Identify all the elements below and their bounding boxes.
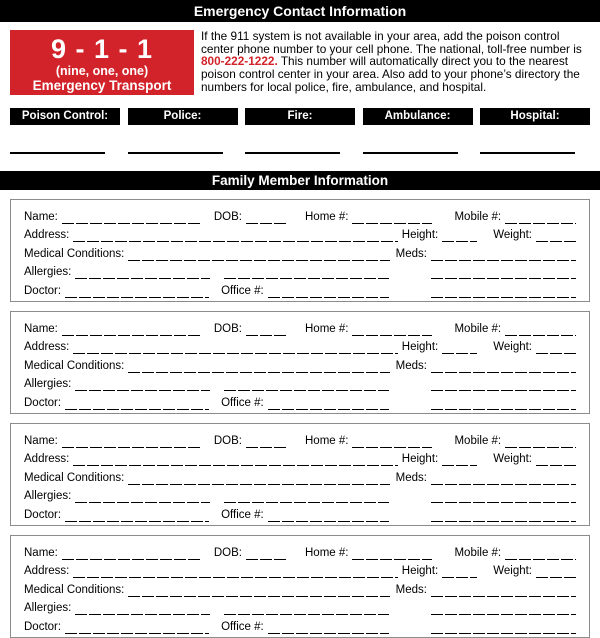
allergies-fill-line-2 <box>224 603 389 615</box>
allergies-fill-line-2 <box>224 267 389 279</box>
weight-fill-line <box>536 454 576 466</box>
contact-label-ambulance: Ambulance: <box>363 108 473 125</box>
mobile-phone-label: Mobile #: <box>454 434 502 447</box>
name-label: Name: <box>24 210 58 223</box>
name-label: Name: <box>24 434 58 447</box>
address-label: Address: <box>24 565 70 578</box>
meds-label: Meds: <box>395 247 427 260</box>
office-phone-fill-line <box>268 510 389 522</box>
allergies-fill-line <box>75 267 210 279</box>
meds-fill-line-3 <box>431 622 576 634</box>
dob-fill-line <box>246 436 286 448</box>
member-row-doctor <box>24 391 576 410</box>
name-label: Name: <box>24 322 58 335</box>
meds-label: Meds: <box>395 583 427 596</box>
dob-fill-line <box>246 212 286 224</box>
allergies-label: Allergies: <box>24 378 72 391</box>
contact-cell-fire <box>245 108 355 154</box>
meds-fill-line-2 <box>431 603 576 615</box>
instructions-text-before: If the 911 system is not available in your area, add the poison control center phone number to your cell phone. The national, toll-free number is <box>201 29 582 56</box>
height-label: Height: <box>401 565 439 578</box>
contact-cell-ambulance <box>363 108 473 154</box>
address-fill-line <box>73 342 397 354</box>
office-phone-fill-line <box>268 286 389 298</box>
instructions-text-after: This number will automatically direct you to the nearest poison control center in your area. Also add to your phone’s directory the numbers for local police, fire, ambulance, and hospital. <box>201 54 580 94</box>
weight-label: Weight: <box>493 453 532 466</box>
medical-conditions-fill-line <box>128 585 389 597</box>
doctor-label: Doctor: <box>24 508 62 521</box>
member-row-medical <box>24 466 576 485</box>
office-phone-label: Office #: <box>221 396 264 409</box>
height-fill-line <box>442 566 477 578</box>
member-row-allergies <box>24 597 576 616</box>
member-row-allergies <box>24 485 576 504</box>
meds-fill-line-2 <box>431 267 576 279</box>
medical-conditions-label: Medical Conditions: <box>24 359 125 372</box>
member-row-identity <box>24 429 576 448</box>
medical-conditions-fill-line <box>128 361 389 373</box>
member-row-address <box>24 224 576 243</box>
page-title: Emergency Contact Information <box>193 3 407 19</box>
height-label: Height: <box>401 453 439 466</box>
address-label: Address: <box>24 229 70 242</box>
family-member-block <box>10 535 590 638</box>
member-row-allergies <box>24 261 576 280</box>
mobile-phone-fill-line <box>505 324 576 336</box>
member-row-allergies <box>24 373 576 392</box>
allergies-fill-line <box>75 379 210 391</box>
mobile-phone-fill-line <box>505 436 576 448</box>
doctor-label: Doctor: <box>24 396 62 409</box>
member-row-identity <box>24 205 576 224</box>
member-row-medical <box>24 578 576 597</box>
medical-conditions-fill-line <box>128 473 389 485</box>
doctor-fill-line <box>65 510 209 522</box>
contact-fill-line-ambulance <box>363 152 458 154</box>
address-fill-line <box>73 230 397 242</box>
911-pronunciation: (nine, one, one) <box>55 64 149 78</box>
dob-fill-line <box>246 324 286 336</box>
office-phone-label: Office #: <box>221 508 264 521</box>
home-phone-label: Home #: <box>305 546 349 559</box>
intro-section <box>10 29 590 108</box>
height-label: Height: <box>401 229 439 242</box>
meds-fill-line-2 <box>431 491 576 503</box>
home-phone-fill-line <box>352 212 432 224</box>
mobile-phone-label: Mobile #: <box>454 322 502 335</box>
weight-fill-line <box>536 230 576 242</box>
address-label: Address: <box>24 341 70 354</box>
mobile-phone-fill-line <box>505 212 576 224</box>
contact-label-fire: Fire: <box>245 108 355 125</box>
meds-fill-line-2 <box>431 379 576 391</box>
height-fill-line <box>442 342 477 354</box>
contact-label-hospital: Hospital: <box>480 108 590 125</box>
name-fill-line <box>62 436 202 448</box>
allergies-fill-line <box>75 491 210 503</box>
name-fill-line <box>62 548 202 560</box>
home-phone-label: Home #: <box>305 322 349 335</box>
family-member-block <box>10 199 590 302</box>
height-label: Height: <box>401 341 439 354</box>
allergies-label: Allergies: <box>24 490 72 503</box>
doctor-fill-line <box>65 398 209 410</box>
weight-label: Weight: <box>493 565 532 578</box>
contact-fill-line-fire <box>245 152 340 154</box>
dob-fill-line <box>246 548 286 560</box>
home-phone-fill-line <box>352 324 432 336</box>
emergency-contacts-row <box>10 108 590 154</box>
home-phone-fill-line <box>352 548 432 560</box>
dob-label: DOB: <box>213 434 242 447</box>
meds-fill-line-3 <box>431 398 576 410</box>
weight-fill-line <box>536 342 576 354</box>
office-phone-fill-line <box>268 622 389 634</box>
mobile-phone-label: Mobile #: <box>454 210 502 223</box>
medical-conditions-label: Medical Conditions: <box>24 247 125 260</box>
contact-cell-poison-control <box>10 108 120 154</box>
dob-label: DOB: <box>213 546 242 559</box>
member-row-medical <box>24 242 576 261</box>
address-fill-line <box>73 566 397 578</box>
member-row-identity <box>24 541 576 560</box>
contact-fill-line-police <box>128 152 223 154</box>
poison-control-instructions <box>199 30 590 95</box>
home-phone-label: Home #: <box>305 434 349 447</box>
name-fill-line <box>62 212 202 224</box>
family-member-header-bar <box>0 171 600 190</box>
address-label: Address: <box>24 453 70 466</box>
member-row-address <box>24 560 576 579</box>
allergies-fill-line-2 <box>224 379 389 391</box>
meds-fill-line <box>431 249 576 261</box>
meds-fill-line-3 <box>431 286 576 298</box>
member-row-medical <box>24 354 576 373</box>
family-member-block <box>10 423 590 526</box>
911-subtitle: Emergency Transport System <box>32 78 172 108</box>
allergies-fill-line <box>75 603 210 615</box>
height-fill-line <box>442 230 477 242</box>
911-number: 9 - 1 - 1 <box>50 34 154 64</box>
doctor-fill-line <box>65 286 209 298</box>
medical-conditions-fill-line <box>128 249 389 261</box>
emergency-contact-header-bar <box>0 0 600 22</box>
height-fill-line <box>442 454 477 466</box>
contact-label-police: Police: <box>128 108 238 125</box>
contact-label-poison-control: Poison Control: <box>10 108 120 125</box>
office-phone-fill-line <box>268 398 389 410</box>
meds-fill-line <box>431 361 576 373</box>
contact-fill-line-poison-control <box>10 152 105 154</box>
address-fill-line <box>73 454 397 466</box>
medical-conditions-label: Medical Conditions: <box>24 471 125 484</box>
mobile-phone-label: Mobile #: <box>454 546 502 559</box>
allergies-fill-line-2 <box>224 491 389 503</box>
contact-cell-police <box>128 108 238 154</box>
meds-label: Meds: <box>395 471 427 484</box>
meds-label: Meds: <box>395 359 427 372</box>
member-row-doctor <box>24 279 576 298</box>
dob-label: DOB: <box>213 210 242 223</box>
weight-fill-line <box>536 566 576 578</box>
member-row-address <box>24 336 576 355</box>
member-row-identity <box>24 317 576 336</box>
family-section-title: Family Member Information <box>211 173 389 188</box>
member-row-address <box>24 448 576 467</box>
doctor-fill-line <box>65 622 209 634</box>
member-row-doctor <box>24 503 576 522</box>
name-label: Name: <box>24 546 58 559</box>
poison-control-phone-number: 800-222-1222. <box>201 54 278 69</box>
meds-fill-line-3 <box>431 510 576 522</box>
weight-label: Weight: <box>493 229 532 242</box>
meds-fill-line <box>431 585 576 597</box>
home-phone-label: Home #: <box>305 210 349 223</box>
medical-conditions-label: Medical Conditions: <box>24 583 125 596</box>
doctor-label: Doctor: <box>24 620 62 633</box>
contact-fill-line-hospital <box>480 152 575 154</box>
contact-cell-hospital <box>480 108 590 154</box>
name-fill-line <box>62 324 202 336</box>
office-phone-label: Office #: <box>221 284 264 297</box>
weight-label: Weight: <box>493 341 532 354</box>
dob-label: DOB: <box>213 322 242 335</box>
doctor-label: Doctor: <box>24 284 62 297</box>
meds-fill-line <box>431 473 576 485</box>
allergies-label: Allergies: <box>24 266 72 279</box>
member-row-doctor <box>24 615 576 634</box>
allergies-label: Allergies: <box>24 602 72 615</box>
office-phone-label: Office #: <box>221 620 264 633</box>
family-member-blocks <box>10 199 590 638</box>
mobile-phone-fill-line <box>505 548 576 560</box>
family-member-block <box>10 311 590 414</box>
911-badge <box>10 30 194 108</box>
home-phone-fill-line <box>352 436 432 448</box>
